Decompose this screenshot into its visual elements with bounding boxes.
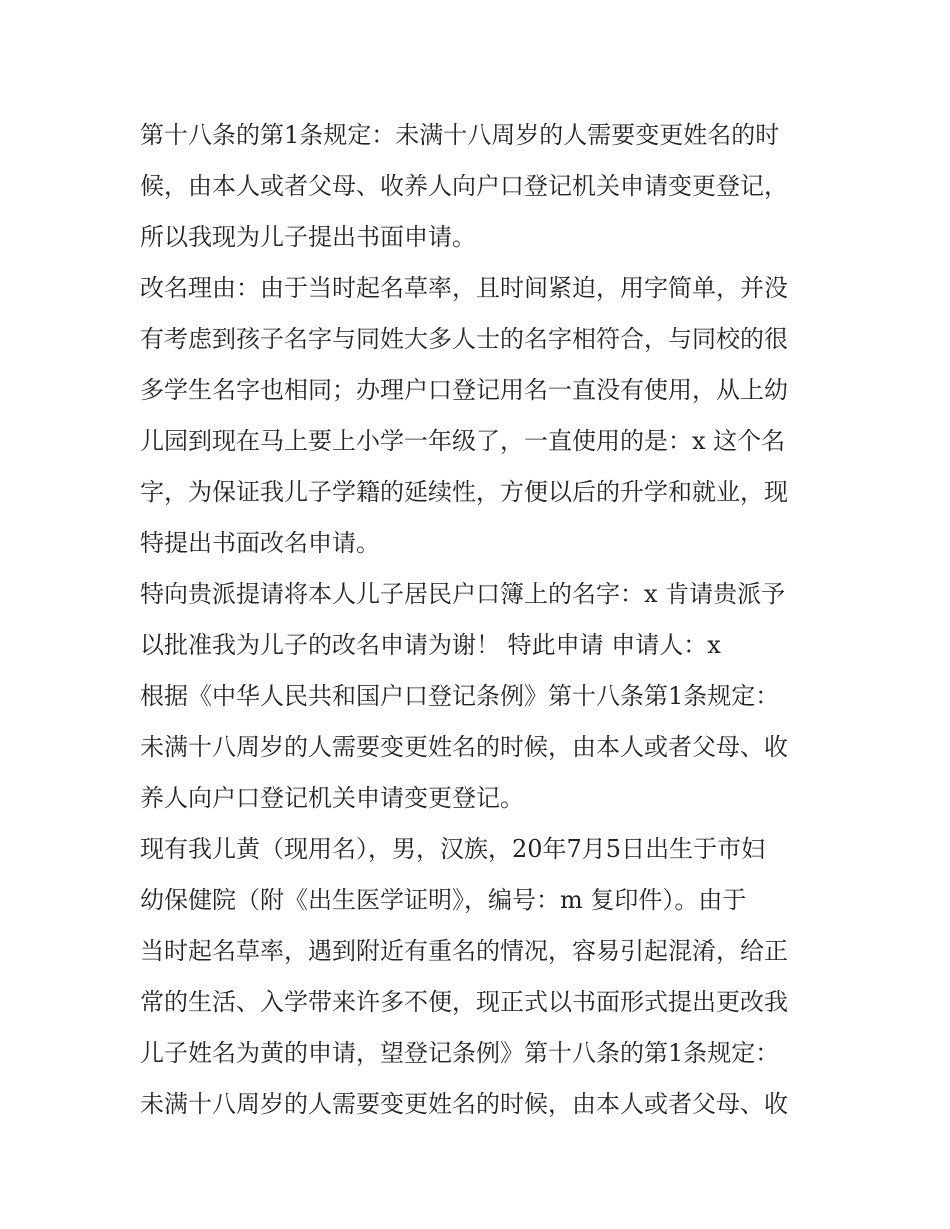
document-body [140,110,820,1130]
text-line: 幼保健院（附《出生医学证明》，编号：m 复印件）。由于 [140,886,747,914]
text-line: 多学生名字也相同；办理户口登记用名一直没有使用，从上幼 [140,376,788,404]
text-line: 养人向户口登记机关申请变更登记。 [140,784,524,812]
text-line: 当时起名草率，遇到附近有重名的情况，容易引起混淆，给正 [140,937,788,965]
text-line: 特向贵派提请将本人儿子居民户口簿上的名字：x 肯请贵派予 [140,580,786,608]
text-line: 儿子姓名为黄的申请，望登记条例》第十八条的第1条规定： [140,1039,780,1067]
text-line: 改名理由：由于当时起名草率，且时间紧迫，用字简单，并没 [140,274,788,302]
text-line: 根据《中华人民共和国户口登记条例》第十八条第1条规定： [140,682,780,710]
text-line: 字，为保证我儿子学籍的延续性，方便以后的升学和就业，现 [140,478,788,506]
text-line: 特提出书面改名申请。 [140,529,380,557]
text-line: 以批准我为儿子的改名申请为谢！ 特此申请 申请人：x [140,631,721,659]
text-line: 所以我现为儿子提出书面申请。 [140,223,476,251]
text-line: 现有我儿黄（现用名），男，汉族，20年7月5日出生于市妇 [140,835,766,863]
text-line: 候，由本人或者父母、收养人向户口登记机关申请变更登记， [140,172,788,200]
text-line: 儿园到现在马上要上小学一年级了，一直使用的是：x 这个名 [140,427,786,455]
text-line: 常的生活、入学带来许多不便，现正式以书面形式提出更改我 [140,988,788,1016]
text-line: 有考虑到孩子名字与同姓大多人士的名字相符合，与同校的很 [140,325,788,353]
text-line: 未满十八周岁的人需要变更姓名的时候，由本人或者父母、收 [140,1090,788,1118]
text-line: 第十八条的第1条规定：未满十八周岁的人需要变更姓名的时 [140,121,780,149]
text-line: 未满十八周岁的人需要变更姓名的时候，由本人或者父母、收 [140,733,788,761]
